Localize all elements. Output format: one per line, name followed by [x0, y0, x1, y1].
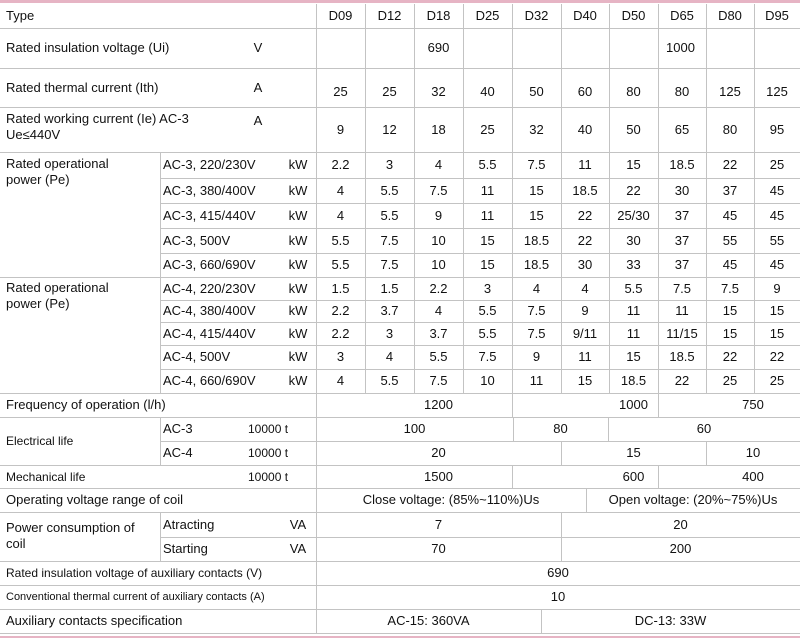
ac4-cell: 22	[722, 349, 738, 364]
row-divider	[0, 561, 800, 562]
ac3-cell: 15	[529, 182, 544, 198]
electrical-value: 15	[626, 445, 641, 460]
thermal-cell: 125	[719, 83, 741, 99]
row-divider	[160, 300, 800, 301]
ac4-condition: AC-4, 660/690V	[163, 373, 256, 388]
ac3-cell: 37	[674, 232, 690, 248]
ac4-cell: 7.5	[527, 303, 546, 318]
column-divider	[512, 465, 513, 488]
thermal-cell: 125	[766, 83, 788, 99]
row-divider	[160, 322, 800, 323]
ac4-cell: 5.5	[380, 373, 399, 388]
ac3-power-label: Rated operational power (Pe)	[6, 156, 109, 187]
ac3-cell: 7.5	[380, 257, 399, 272]
working-unit: A	[253, 113, 263, 128]
ac4-cell: 4	[336, 373, 345, 388]
ac4-unit: kW	[288, 325, 308, 341]
column-divider	[316, 4, 317, 633]
ac3-cell: 10	[431, 232, 446, 248]
aux-voltage-value: 690	[547, 565, 569, 580]
ac3-cell: 4	[434, 157, 443, 172]
insulation-label: Rated insulation voltage (Ui)	[6, 40, 170, 55]
thermal-cell: 25	[382, 83, 397, 99]
ac3-cell: 11	[480, 207, 495, 223]
ac3-cell: 15	[626, 157, 641, 172]
coil-power-condition: Atracting	[163, 516, 215, 532]
ac4-power-label: Rated operational power (Pe)	[6, 280, 109, 311]
column-divider	[706, 441, 707, 465]
electrical-value: 80	[553, 421, 568, 436]
column-divider	[561, 512, 562, 561]
ac3-condition: AC-3, 415/440V	[163, 207, 256, 223]
ac4-cell: 7.5	[672, 280, 692, 296]
row-divider	[160, 203, 800, 204]
working-cell: 80	[722, 121, 738, 137]
model-header-cell: D80	[718, 8, 742, 23]
coil-power-value: 7	[434, 516, 443, 532]
working-cell: 18	[431, 121, 446, 137]
ac3-cell: 45	[722, 207, 738, 223]
model-header-cell: D65	[670, 8, 694, 23]
row-divider	[0, 633, 800, 634]
model-header-cell: D40	[573, 8, 597, 23]
row-divider	[0, 417, 800, 418]
ac3-unit: kW	[288, 157, 308, 172]
ac3-cell: 5.5	[380, 182, 399, 198]
ac3-cell: 5.5	[478, 157, 497, 172]
thermal-cell: 80	[674, 83, 690, 99]
ac4-cell: 25	[769, 373, 785, 388]
ac3-cell: 9	[434, 207, 443, 223]
column-divider	[609, 4, 610, 152]
row-divider	[160, 253, 800, 254]
ac4-cell: 9	[773, 280, 781, 296]
column-divider	[658, 152, 659, 393]
ac4-cell: 9	[532, 349, 541, 364]
mechanical-unit: 10000 t	[248, 469, 289, 484]
aux-current-value: 10	[550, 589, 566, 604]
column-divider	[414, 4, 415, 152]
ac3-cell: 30	[626, 232, 641, 248]
ac3-cell: 4	[336, 182, 345, 198]
electrical-life-label: Electrical life	[6, 434, 74, 448]
working-cell: 32	[529, 121, 544, 137]
electrical-category: AC-3	[163, 421, 193, 436]
electrical-category: AC-4	[163, 445, 193, 460]
ac3-cell: 37	[674, 207, 690, 223]
ac3-cell: 30	[577, 257, 593, 272]
working-cell: 50	[626, 121, 641, 137]
ac4-cell: 4	[532, 280, 541, 296]
ac3-cell: 5.5	[331, 257, 350, 272]
frequency-label: Frequency of operation (l/h)	[6, 397, 166, 412]
ac3-cell: 37	[722, 182, 738, 198]
ac3-cell: 11	[480, 182, 495, 198]
ac3-cell: 10	[431, 257, 446, 272]
ac3-cell: 18.5	[523, 257, 550, 272]
ac4-cell: 3.7	[380, 303, 399, 318]
working-cell: 9	[336, 121, 345, 137]
insulation-unit: V	[253, 40, 263, 55]
ac4-cell: 4	[385, 349, 394, 364]
row-divider	[0, 512, 800, 513]
ac4-cell: 2.2	[331, 325, 350, 341]
top-accent-bar	[0, 0, 800, 3]
ac3-cell: 45	[769, 257, 785, 272]
row-divider	[0, 488, 800, 489]
ac4-cell: 3.7	[429, 325, 448, 341]
ac4-cell: 3	[385, 325, 394, 341]
ac3-cell: 18.5	[572, 182, 598, 198]
ac4-unit: kW	[288, 349, 308, 364]
coil-power-unit: VA	[289, 516, 307, 532]
ac3-unit: kW	[288, 182, 308, 198]
column-divider	[513, 417, 514, 441]
ac3-cell: 33	[626, 257, 641, 272]
column-divider	[463, 4, 464, 152]
aux-spec-dc13: DC-13: 33W	[634, 613, 707, 628]
row-divider	[0, 68, 800, 69]
ac4-condition: AC-4, 415/440V	[163, 325, 256, 341]
ac3-cell: 45	[769, 207, 785, 223]
ac3-cell: 15	[480, 257, 495, 272]
row-divider	[0, 28, 800, 29]
ac4-cell: 3	[483, 280, 492, 296]
thermal-cell: 50	[529, 83, 544, 99]
ac4-cell: 7.5	[720, 280, 740, 296]
electrical-value: 100	[403, 421, 426, 436]
ac4-cell: 5.5	[429, 349, 448, 364]
row-divider	[0, 393, 800, 394]
ac3-cell: 18.5	[523, 232, 550, 248]
column-divider	[608, 417, 609, 441]
aux-spec-ac15: AC-15: 360VA	[387, 613, 470, 628]
ac4-cell: 15	[722, 325, 738, 341]
thermal-unit: A	[253, 79, 263, 95]
ac4-cell: 1.5	[331, 280, 350, 296]
row-divider	[0, 277, 800, 278]
insulation-value: 690	[427, 40, 450, 55]
column-divider	[586, 488, 587, 512]
column-divider	[561, 4, 562, 152]
thermal-cell: 32	[431, 83, 446, 99]
column-divider	[512, 4, 513, 152]
working-cell: 12	[382, 121, 397, 137]
model-header-cell: D50	[621, 8, 646, 23]
ac4-cell: 15	[626, 349, 641, 364]
type-header: Type	[6, 8, 35, 23]
ac4-cell: 2.2	[429, 280, 448, 296]
ac3-cell: 18.5	[669, 157, 695, 172]
ac3-cell: 7.5	[429, 182, 448, 198]
ac3-condition: AC-3, 500V	[163, 232, 231, 248]
ac3-cell: 22	[626, 182, 641, 198]
coil-power-condition: Starting	[163, 541, 208, 556]
ac4-cell: 9	[581, 303, 589, 318]
ac4-cell: 10	[480, 373, 495, 388]
ac3-cell: 22	[577, 232, 593, 248]
ac4-cell: 4	[581, 280, 589, 296]
working-cell: 25	[480, 121, 495, 137]
column-divider	[541, 609, 542, 633]
row-divider	[0, 107, 800, 108]
row-divider	[160, 178, 800, 179]
thermal-cell: 40	[480, 83, 495, 99]
ac3-unit: kW	[288, 257, 308, 272]
ac4-cell: 5.5	[624, 280, 643, 296]
insulation-value: 1000	[666, 40, 695, 55]
bottom-accent-bar	[0, 636, 800, 638]
coil-power-value: 70	[431, 541, 446, 556]
electrical-unit: 10000 t	[248, 446, 289, 460]
column-divider	[658, 393, 659, 417]
ac4-cell: 22	[674, 373, 690, 388]
ac4-cell: 11/15	[666, 325, 698, 341]
row-divider	[0, 465, 800, 466]
ac4-cell: 25	[722, 373, 738, 388]
ac3-condition: AC-3, 380/400V	[163, 182, 256, 198]
ac4-cell: 2.2	[331, 303, 350, 318]
frequency-value: 1200	[424, 397, 453, 412]
column-divider	[414, 152, 415, 393]
ac4-cell: 7.5	[527, 325, 546, 341]
ac3-cell: 3	[385, 157, 394, 172]
row-divider	[160, 537, 800, 538]
column-divider	[365, 152, 366, 393]
ac4-unit: kW	[288, 280, 308, 296]
ac3-condition: AC-3, 220/230V	[163, 157, 256, 172]
ac3-cell: 45	[769, 182, 785, 198]
electrical-value: 60	[696, 421, 712, 436]
ac4-cell: 18.5	[620, 373, 647, 388]
ac3-unit: kW	[288, 207, 308, 223]
ac4-condition: AC-4, 220/230V	[163, 280, 256, 296]
row-divider	[0, 152, 800, 153]
coil-power-unit: VA	[289, 541, 307, 556]
model-header-cell: D95	[765, 8, 789, 23]
model-header-cell: D09	[328, 8, 353, 23]
thermal-cell: 60	[577, 83, 593, 99]
row-divider	[160, 228, 800, 229]
row-divider	[160, 441, 800, 442]
ac3-cell: 25	[769, 157, 785, 172]
column-divider	[463, 152, 464, 393]
row-divider	[0, 585, 800, 586]
ac4-cell: 11	[626, 325, 641, 341]
electrical-unit: 10000 t	[248, 422, 289, 436]
ac3-cell: 15	[529, 207, 544, 223]
ac4-cell: 15	[577, 373, 593, 388]
ac3-cell: 15	[480, 232, 495, 248]
column-divider	[658, 4, 659, 152]
ac4-condition: AC-4, 380/400V	[163, 303, 256, 318]
ac4-condition: AC-4, 500V	[163, 349, 231, 364]
column-divider	[512, 393, 513, 417]
coil-open-voltage: Open voltage: (20%~75%)Us	[608, 492, 778, 507]
frequency-value: 750	[742, 397, 764, 412]
ac3-cell: 22	[577, 207, 593, 223]
mechanical-value: 400	[742, 468, 764, 484]
coil-power-label: Power consumption of coil	[6, 520, 135, 551]
coil-close-voltage: Close voltage: (85%~110%)Us	[362, 492, 540, 507]
model-header-cell: D12	[377, 8, 402, 23]
column-divider	[561, 28, 562, 68]
column-divider	[512, 152, 513, 393]
aux-current-label: Conventional thermal current of auxiliary contacts (A)	[6, 591, 265, 603]
frequency-value: 1000	[619, 397, 648, 412]
electrical-value: 10	[745, 445, 761, 460]
aux-voltage-label: Rated insulation voltage of auxiliary contacts (V)	[6, 566, 263, 580]
working-cell: 40	[577, 121, 593, 137]
ac3-cell: 4	[336, 207, 345, 223]
model-header-cell: D25	[475, 8, 500, 23]
ac4-cell: 5.5	[478, 325, 497, 341]
ac3-cell: 5.5	[380, 207, 399, 223]
ac3-cell: 22	[722, 157, 738, 172]
ac4-cell: 15	[769, 325, 785, 341]
ac4-cell: 22	[769, 349, 785, 364]
ac4-unit: kW	[288, 303, 308, 318]
ac4-cell: 7.5	[478, 349, 497, 364]
ac3-cell: 55	[769, 232, 785, 248]
ac4-cell: 11	[529, 373, 544, 388]
ac4-cell: 3	[336, 349, 345, 364]
ac3-cell: 55	[722, 232, 738, 248]
ac3-cell: 11	[578, 157, 592, 172]
mechanical-life-label: Mechanical life	[6, 469, 86, 484]
ac3-cell: 5.5	[331, 232, 350, 248]
ac4-cell: 4	[434, 303, 443, 318]
ac4-cell: 15	[769, 303, 785, 318]
ac4-unit: kW	[288, 373, 308, 388]
ac4-cell: 11	[675, 303, 689, 318]
thermal-cell: 25	[333, 83, 348, 99]
ac3-cell: 45	[722, 257, 738, 272]
mechanical-value: 1500	[424, 468, 453, 484]
ac4-cell: 1.5	[380, 280, 399, 296]
ac4-cell: 9/11	[572, 325, 598, 341]
working-cell: 95	[769, 121, 785, 137]
coil-range-label: Operating voltage range of coil	[6, 492, 184, 507]
mechanical-value: 600	[622, 468, 645, 484]
column-divider	[561, 441, 562, 465]
ac3-cell: 25/30	[617, 207, 650, 223]
ac3-cell: 37	[674, 257, 690, 272]
ac4-cell: 15	[722, 303, 738, 318]
ac3-cell: 7.5	[527, 157, 546, 172]
column-divider	[365, 4, 366, 152]
column-divider	[658, 465, 659, 488]
column-divider	[706, 152, 707, 393]
thermal-label: Rated thermal current (Ith)	[6, 79, 159, 95]
working-cell: 65	[674, 121, 690, 137]
row-divider	[160, 369, 800, 370]
column-divider	[561, 152, 562, 393]
column-divider	[609, 152, 610, 393]
column-divider	[754, 152, 755, 393]
ac4-cell: 5.5	[478, 303, 497, 318]
ac4-cell: 11	[578, 349, 592, 364]
model-header-cell: D18	[426, 8, 451, 23]
row-divider	[160, 345, 800, 346]
column-divider	[706, 4, 707, 152]
ac3-cell: 2.2	[331, 157, 350, 172]
ac4-cell: 7.5	[429, 373, 448, 388]
column-divider	[754, 4, 755, 152]
model-header-cell: D32	[524, 8, 549, 23]
ac3-cell: 30	[674, 182, 690, 198]
column-divider	[160, 152, 161, 393]
coil-power-value: 20	[673, 516, 688, 532]
ac4-cell: 11	[626, 303, 641, 318]
ac4-cell: 18.5	[669, 349, 695, 364]
coil-power-value: 200	[669, 541, 692, 556]
ac3-cell: 7.5	[380, 232, 399, 248]
electrical-value: 20	[431, 445, 446, 460]
ac3-unit: kW	[288, 232, 308, 248]
ac3-condition: AC-3, 660/690V	[163, 257, 256, 272]
column-divider	[160, 417, 161, 465]
working-label: Rated working current (Ie) AC-3 Ue≤440V	[6, 111, 189, 142]
column-divider	[160, 512, 161, 561]
row-divider	[0, 609, 800, 610]
aux-spec-label: Auxiliary contacts specification	[6, 613, 183, 628]
thermal-cell: 80	[626, 83, 641, 99]
